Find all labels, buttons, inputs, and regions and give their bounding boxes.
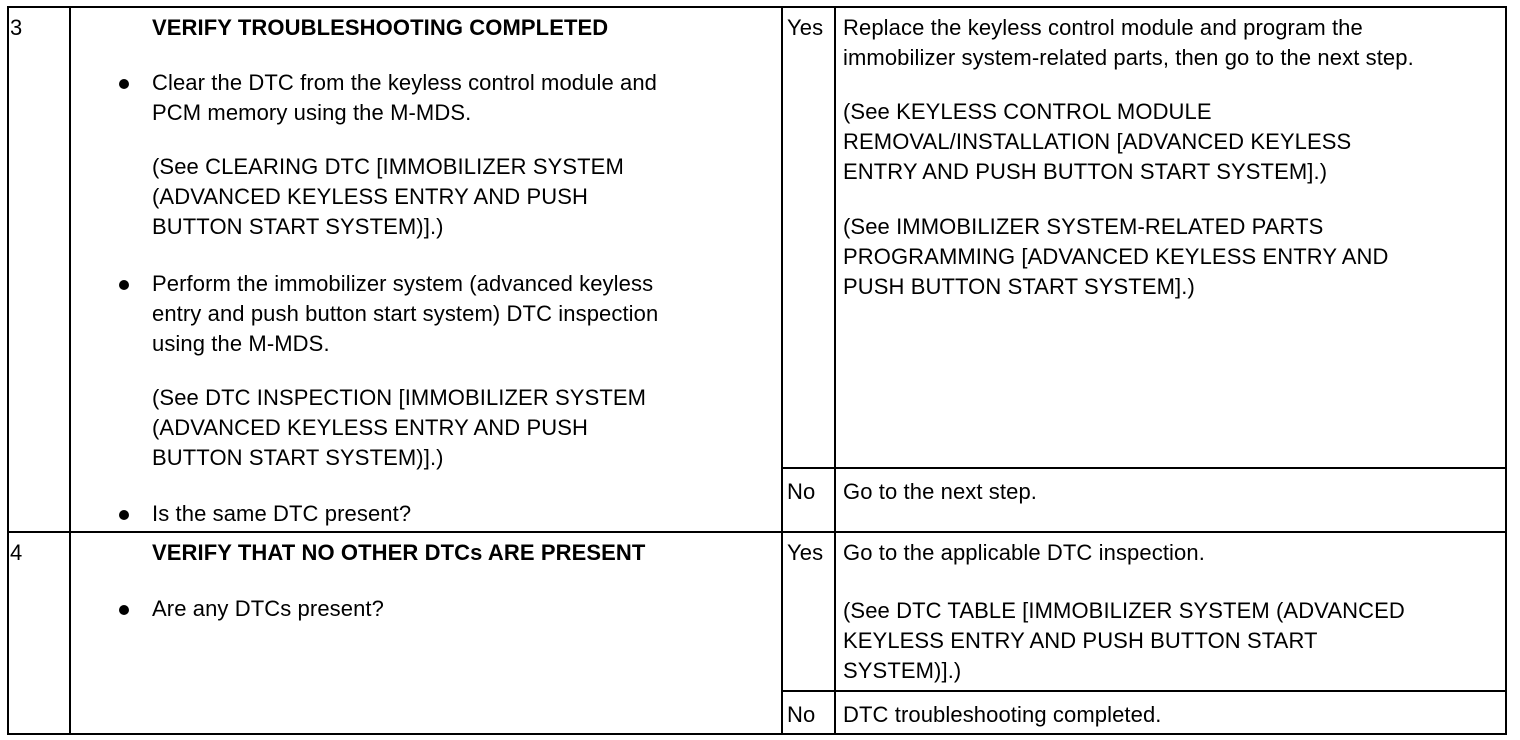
reference-link[interactable]: (See KEYLESS CONTROL MODULE — [843, 99, 1212, 124]
question-text: Is the same DTC present? — [152, 501, 412, 526]
no-label: No — [787, 702, 816, 727]
reference-link[interactable]: (ADVANCED KEYLESS ENTRY AND PUSH — [152, 415, 588, 440]
yes-action-text: Go to the applicable DTC inspection. — [843, 540, 1205, 565]
action-text: PCM memory using the M-MDS. — [152, 100, 472, 125]
action-text: entry and push button start system) DTC inspection — [152, 301, 659, 326]
action-column-divider — [781, 6, 783, 735]
reference-link[interactable]: (See DTC TABLE [IMMOBILIZER SYSTEM (ADVANCED — [843, 598, 1405, 623]
answer-column-divider — [834, 6, 836, 735]
table-border-top — [7, 6, 1507, 8]
step-title: VERIFY TROUBLESHOOTING COMPLETED — [152, 15, 609, 40]
bullet-icon — [119, 280, 129, 290]
row-divider — [7, 531, 1507, 533]
question-text: Are any DTCs present? — [152, 596, 384, 621]
no-action-text: Go to the next step. — [843, 479, 1038, 504]
reference-link[interactable]: (ADVANCED KEYLESS ENTRY AND PUSH — [152, 184, 588, 209]
yes-no-divider — [781, 690, 1507, 692]
reference-link[interactable]: ENTRY AND PUSH BUTTON START SYSTEM].) — [843, 159, 1328, 184]
reference-link[interactable]: REMOVAL/INSTALLATION [ADVANCED KEYLESS — [843, 129, 1352, 154]
reference-link[interactable]: PROGRAMMING [ADVANCED KEYLESS ENTRY AND — [843, 244, 1389, 269]
action-text: Clear the DTC from the keyless control module and — [152, 70, 658, 95]
bullet-icon — [119, 605, 129, 615]
yes-no-divider — [781, 467, 1507, 469]
reference-link[interactable]: (See DTC INSPECTION [IMMOBILIZER SYSTEM — [152, 385, 647, 410]
reference-link[interactable]: KEYLESS ENTRY AND PUSH BUTTON START — [843, 628, 1318, 653]
step-title: VERIFY THAT NO OTHER DTCs ARE PRESENT — [152, 540, 646, 565]
yes-action-text: Replace the keyless control module and program the — [843, 15, 1363, 40]
yes-action-text: immobilizer system-related parts, then go to the next step. — [843, 45, 1414, 70]
bullet-icon — [119, 510, 129, 520]
bullet-icon — [119, 79, 129, 89]
reference-link[interactable]: PUSH BUTTON START SYSTEM].) — [843, 274, 1195, 299]
step-number: 4 — [10, 540, 23, 565]
reference-link[interactable]: (See IMMOBILIZER SYSTEM-RELATED PARTS — [843, 214, 1324, 239]
action-text: Perform the immobilizer system (advanced keyless — [152, 271, 654, 296]
no-action-text: DTC troubleshooting completed. — [843, 702, 1162, 727]
reference-link[interactable]: BUTTON START SYSTEM)].) — [152, 214, 444, 239]
yes-label: Yes — [787, 15, 824, 40]
table-border-right — [1505, 6, 1507, 735]
reference-link[interactable]: BUTTON START SYSTEM)].) — [152, 445, 444, 470]
yes-label: Yes — [787, 540, 824, 565]
no-label: No — [787, 479, 816, 504]
table-border-left — [7, 6, 9, 735]
step-number: 3 — [10, 15, 23, 40]
step-column-divider — [69, 6, 71, 735]
reference-link[interactable]: SYSTEM)].) — [843, 658, 962, 683]
reference-link[interactable]: (See CLEARING DTC [IMMOBILIZER SYSTEM — [152, 154, 624, 179]
table-border-bottom — [7, 733, 1507, 735]
action-text: using the M-MDS. — [152, 331, 330, 356]
